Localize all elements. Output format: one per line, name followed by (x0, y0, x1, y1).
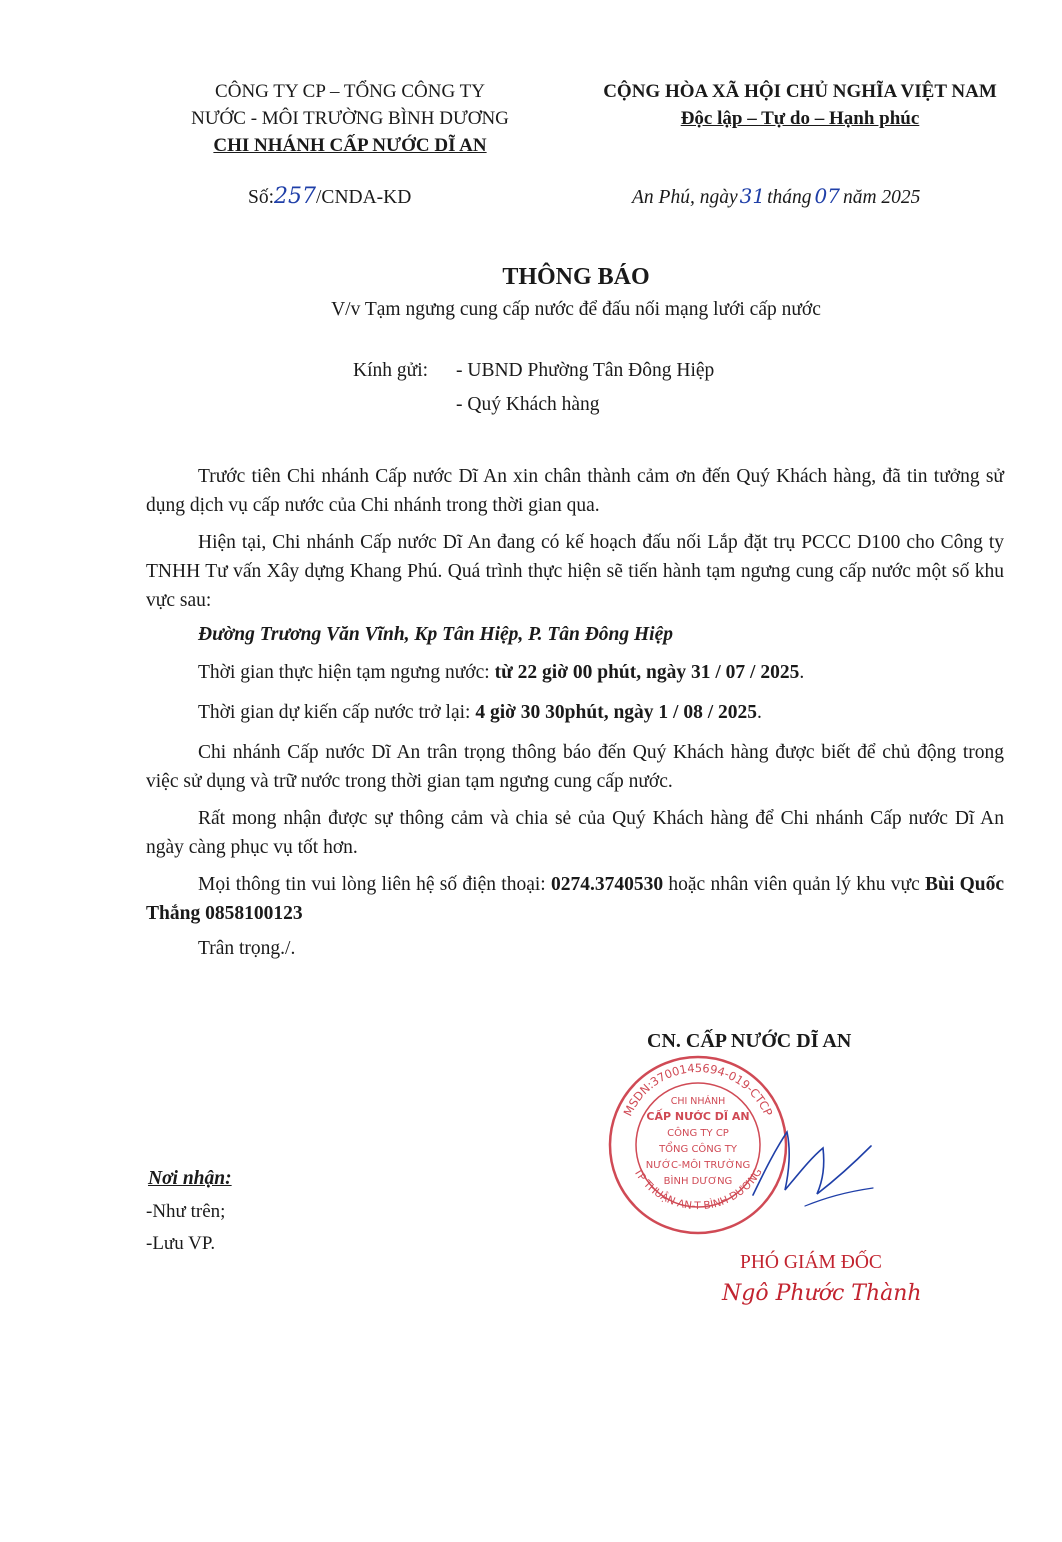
seal-ring-top: MSDN:3700145694-019-CTCP (620, 1060, 776, 1119)
issue-date (632, 184, 920, 209)
doc-number-suffix: /CNDA-KD (316, 187, 412, 208)
closing: Trân trọng./. (198, 938, 296, 959)
date-month: 07 (814, 184, 840, 208)
contact-text-a: Mọi thông tin vui lòng liên hệ số điện thoại: (198, 874, 551, 895)
seal-line-5: NƯỚC-MÔI TRƯỜNG (645, 1160, 751, 1171)
signer-name: Ngô Phước Thành (722, 1281, 922, 1306)
contact-text-b: hoặc nhân viên quản lý khu vực (663, 874, 926, 895)
recipient-item-1: - UBND Phường Tân Đông Hiệp (456, 360, 715, 381)
issuer-line-2: NƯỚC - MÔI TRƯỜNG BÌNH DƯƠNG (191, 108, 509, 129)
national-motto-block (560, 78, 1040, 132)
signer-position: PHÓ GIÁM ĐỐC (740, 1252, 882, 1273)
stop-time-label: Thời gian thực hiện tạm ngưng nước: (198, 662, 495, 683)
resume-time (198, 702, 762, 724)
affected-location: Đường Trương Văn Vĩnh, Kp Tân Hiệp, P. Tân Đông Hiệp (198, 624, 674, 645)
handwritten-signature (745, 1110, 885, 1220)
signature-org: CN. CẤP NƯỚC DĨ AN (647, 1030, 852, 1052)
doc-number (248, 184, 411, 209)
stop-time (198, 662, 804, 684)
resume-time-value: 4 giờ 30 30phút, ngày 1 / 08 / 2025 (475, 702, 758, 723)
national-title: CỘNG HÒA XÃ HỘI CHỦ NGHĨA VIỆT NAM (603, 81, 997, 102)
date-day: 31 (739, 184, 766, 208)
contact-person: Bùi Quốc Thắng 0858100123 (146, 874, 1005, 924)
doc-number-prefix: Số: (248, 187, 275, 208)
footer-recipient-2: -Lưu VP. (146, 1233, 216, 1254)
seal-line-2: CẤP NƯỚC DĨ AN (646, 1110, 750, 1123)
seal-line-6: BÌNH DƯƠNG (663, 1176, 733, 1187)
recipients-label: Kính gửi: (353, 360, 429, 381)
stop-time-end: . (799, 662, 805, 683)
paragraph-thanks: Trước tiên Chi nhánh Cấp nước Dĩ An xin chân thành cảm ơn đến Quý Khách hàng, đã tin tưởng sử dụng dịch vụ cấp nước của Chi nhánh trong thời gian qua. (146, 466, 1004, 516)
issuer-branch: CHI NHÁNH CẤP NƯỚC DĨ AN (213, 135, 487, 156)
seal-line-1: CHI NHÁNH (670, 1096, 726, 1107)
date-month-label: tháng (767, 187, 812, 208)
paragraph-understanding: Rất mong nhận được sự thông cảm và chia sẻ của Quý Khách hàng để Chi nhánh Cấp nước Dĩ An ngày càng phục vụ tốt hơn. (146, 808, 1004, 858)
national-motto: Độc lập – Tự do – Hạnh phúc (680, 108, 920, 129)
contact-phone: 0274.3740530 (550, 874, 664, 895)
issuer-block (150, 78, 550, 159)
date-year: năm 2025 (842, 187, 921, 208)
issuer-line-1: CÔNG TY CP – TỔNG CÔNG TY (215, 81, 485, 102)
paragraph-contact (146, 870, 1004, 928)
seal-line-3: CÔNG TY CP (667, 1128, 729, 1139)
footer-recipient-1: -Như trên; (146, 1201, 226, 1222)
seal-ring-bottom: TP THUẬN AN-T BÌNH DƯƠNG (631, 1166, 765, 1213)
paragraph-notice: Chi nhánh Cấp nước Dĩ An trân trọng thông báo đến Quý Khách hàng được biết để chủ động trong việc sử dụng và trữ nước trong thời gian tạm ngưng cung cấp nước. (146, 742, 1004, 792)
paragraph-plan: Hiện tại, Chi nhánh Cấp nước Dĩ An đang có kế hoạch đấu nối Lắp đặt trụ PCCC D100 cho Công ty TNHH Tư vấn Xây dựng Khang Phú. Quá trình thực hiện sẽ tiến hành tạm ngưng cung cấp nước một số khu vực sau: (146, 532, 1004, 611)
document-subject: V/v Tạm ngưng cung cấp nước để đấu nối mạng lưới cấp nước (331, 299, 821, 320)
footer-recipients-label: Nơi nhận: (148, 1168, 232, 1189)
seal-line-4: TỔNG CÔNG TY (659, 1144, 737, 1155)
resume-time-end: . (757, 702, 762, 723)
stop-time-value: từ 22 giờ 00 phút, ngày 31 / 07 / 2025 (494, 662, 800, 683)
date-place: An Phú, ngày (632, 187, 738, 208)
resume-time-label: Thời gian dự kiến cấp nước trở lại: (198, 702, 476, 723)
recipient-item-2: - Quý Khách hàng (456, 394, 600, 415)
document-title: THÔNG BÁO (502, 264, 650, 290)
doc-number-handwritten: 257 (274, 184, 317, 209)
